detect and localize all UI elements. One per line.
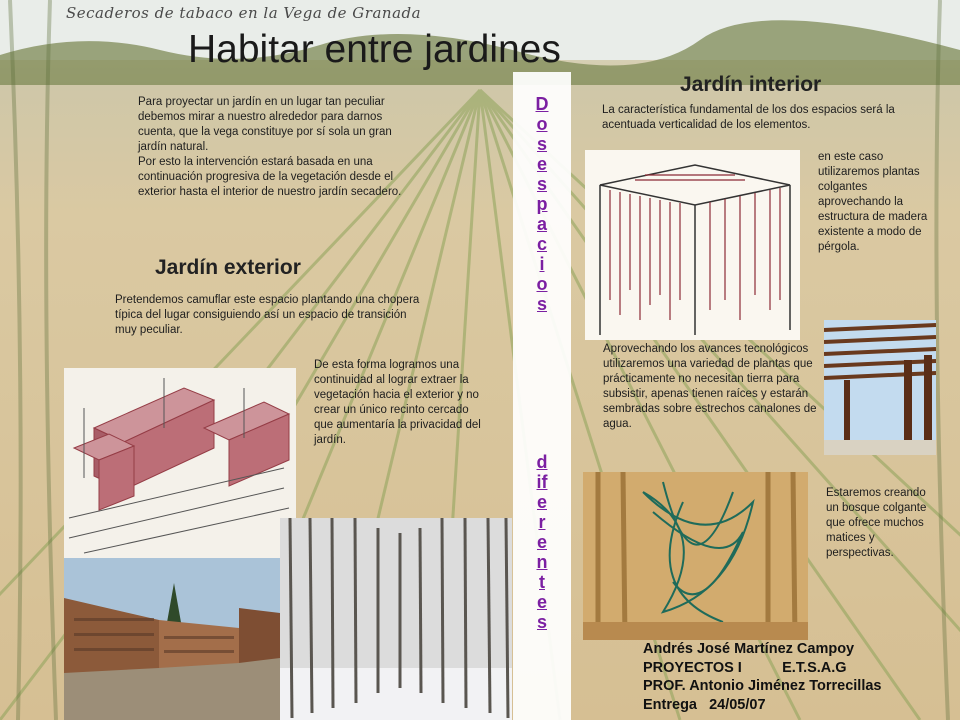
vertical-letter: o	[536, 114, 548, 134]
exterior-continuity-text: De esta forma logramos una continuidad al lograr extraer la vegetación hacia el exterior y no crear un único recinto cercado que aumentaría la privacidad del jardín.	[314, 359, 481, 446]
page-title: Habitar entre jardines	[188, 28, 561, 71]
sheds-sketch	[64, 368, 296, 558]
hanging-plants-sketch	[585, 150, 800, 340]
pergola-photo	[824, 320, 936, 455]
poplar-grove-photo	[280, 518, 512, 720]
vertical-letter: e	[536, 154, 547, 174]
course-line: PROYECTOS I E.T.S.A.G	[643, 659, 847, 676]
vertical-letter: D	[535, 94, 549, 114]
interior-heading: Jardín interior	[680, 73, 822, 96]
sheds-photo	[64, 558, 280, 720]
credits	[643, 640, 882, 714]
vertical-letter: s	[536, 612, 547, 632]
vertical-letter: a	[536, 214, 547, 234]
intro-paragraph: Por esto la intervención estará basada en una continuación progresiva de la vegetación desde el exterior hasta el interior de nuestro jardín secadero.	[138, 156, 402, 198]
vertical-letter: c	[536, 234, 547, 254]
exterior-text: Pretendemos camuflar este espacio plantando una chopera típica del lugar consiguiendo así un espacio de transición muy peculiar.	[115, 294, 420, 336]
intro-text	[138, 95, 423, 200]
vertical-letter: s	[536, 294, 547, 314]
vertical-letter: s	[536, 134, 547, 154]
vertical-letter: i	[539, 254, 545, 274]
vertical-letter: n	[536, 552, 548, 572]
hanging-forest-photo	[583, 472, 808, 640]
vertical-letter: p	[536, 194, 548, 214]
exterior-heading: Jardín exterior	[155, 256, 301, 279]
professor-line: PROF. Antonio Jiménez Torrecillas	[643, 678, 882, 694]
intro-paragraph: Para proyectar un jardín en un lugar tan peculiar debemos mirar a nuestro alrededor para darnos cuenta, que la vega constituye por sí sola un gran jardín natural.	[138, 96, 392, 153]
vertical-letter: o	[536, 274, 548, 294]
vertical-letter: d	[536, 452, 548, 472]
bosque-text: Estaremos creando un bosque colgante que ofrece muchos matices y perspectivas.	[826, 487, 927, 559]
vertical-title	[513, 72, 571, 720]
vertical-letter: r	[538, 512, 546, 532]
delivery-date: Entrega 24/05/07	[643, 696, 766, 713]
vertical-letter: if	[536, 472, 548, 492]
vertical-letter: e	[536, 592, 547, 612]
vertical-letter: e	[536, 492, 547, 512]
technology-text: Aprovechando los avances tecnológicos utilizaremos una variedad de plantas que prácticamente no necesitan tierra para subsistir, apenas tienen raíces y estarán sembradas sobre estrechos canalones de agua.	[603, 343, 817, 430]
pergola-text: en este caso utilizaremos plantas colgantes aprovechando la estructura de madera existente a modo de pérgola.	[818, 151, 928, 253]
author-name: Andrés José Martínez Campoy	[643, 641, 855, 657]
vertical-letter: s	[536, 174, 547, 194]
vertical-letter: e	[536, 532, 547, 552]
vertical-letter: t	[539, 572, 545, 592]
interior-text: La característica fundamental de los dos espacios será la acentuada verticalidad de los elementos.	[602, 104, 895, 131]
project-subtitle: Secaderos de tabaco en la Vega de Granada	[66, 4, 422, 22]
